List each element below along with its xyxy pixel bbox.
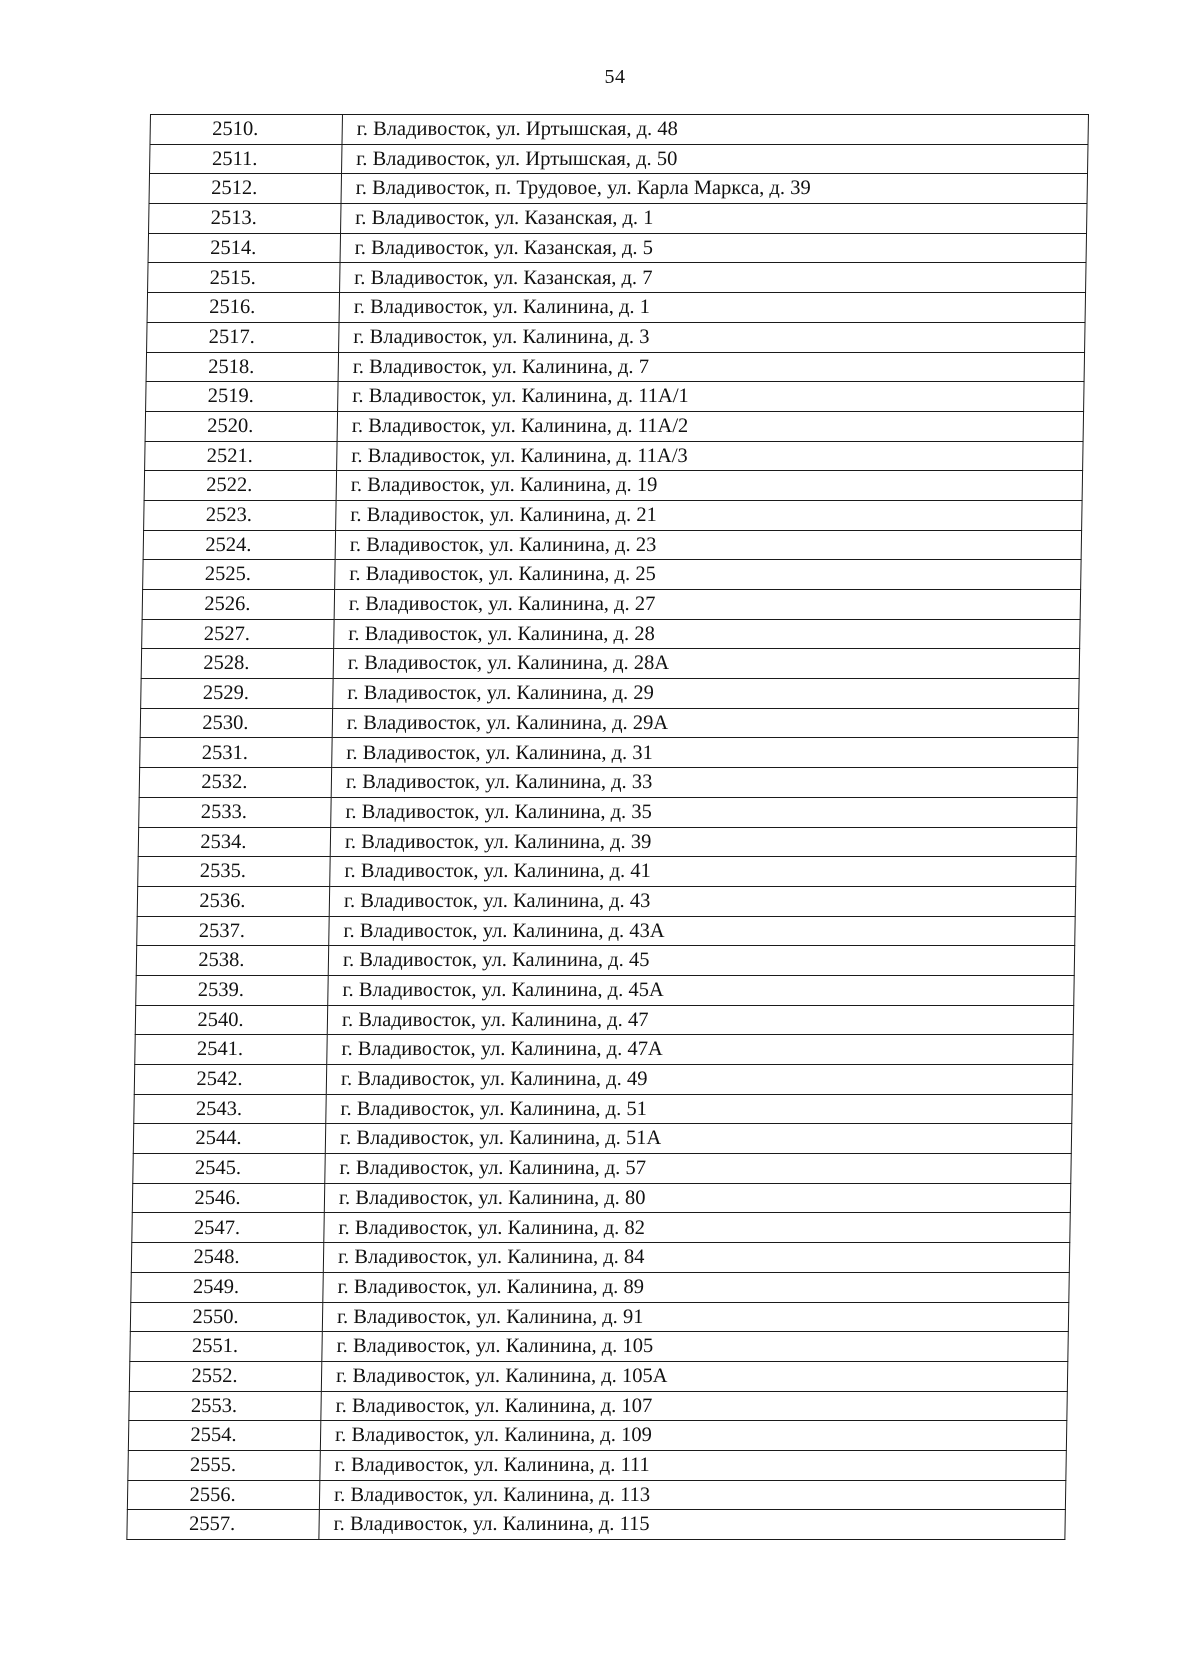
row-number-cell: 2532. [139,768,331,798]
address-cell: г. Владивосток, ул. Иртышская, д. 48 [342,115,1088,145]
row-number-cell: 2512. [149,174,341,204]
row-number-cell: 2553. [129,1391,321,1421]
row-number-cell: 2546. [132,1183,324,1213]
address-cell: г. Владивосток, ул. Калинина, д. 115 [319,1510,1065,1540]
table-row [141,679,1079,709]
address-cell: г. Владивосток, ул. Калинина, д. 35 [331,797,1077,827]
row-number-cell: 2541. [135,1035,327,1065]
address-cell: г. Владивосток, ул. Калинина, д. 109 [320,1421,1066,1451]
address-cell: г. Владивосток, ул. Калинина, д. 39 [330,827,1076,857]
address-cell: г. Владивосток, ул. Калинина, д. 84 [323,1243,1069,1273]
address-cell: г. Владивосток, ул. Калинина, д. 11А/1 [338,382,1084,412]
table-row [134,1065,1072,1095]
row-number-cell: 2552. [129,1361,321,1391]
table-row [142,590,1080,620]
address-cell: г. Владивосток, ул. Калинина, д. 107 [321,1391,1067,1421]
table-row [139,797,1077,827]
table-row [144,500,1082,530]
table-row [139,768,1077,798]
table-row [148,233,1086,263]
row-number-cell: 2517. [147,322,339,352]
table-row [137,886,1075,916]
table-row [142,619,1080,649]
address-cell: г. Владивосток, ул. Калинина, д. 89 [323,1272,1069,1302]
address-cell: г. Владивосток, ул. Калинина, д. 23 [335,530,1081,560]
row-number-cell: 2525. [143,560,335,590]
table-row [133,1124,1071,1154]
table-row [144,471,1082,501]
table-row [130,1332,1068,1362]
table-row [128,1421,1066,1451]
address-cell: г. Владивосток, ул. Калинина, д. 28 [334,619,1080,649]
address-cell: г. Владивосток, ул. Калинина, д. 105А [321,1361,1067,1391]
address-cell: г. Владивосток, ул. Калинина, д. 31 [332,738,1078,768]
row-number-cell: 2516. [147,293,339,323]
address-cell: г. Владивосток, ул. Калинина, д. 33 [331,768,1077,798]
table-row [131,1272,1069,1302]
row-number-cell: 2550. [130,1302,322,1332]
table-row [145,411,1083,441]
row-number-cell: 2526. [142,590,334,620]
address-cell: г. Владивосток, ул. Калинина, д. 27 [334,590,1080,620]
address-cell: г. Владивосток, ул. Калинина, д. 7 [338,352,1084,382]
row-number-cell: 2554. [128,1421,320,1451]
table-row [150,115,1088,145]
table-row [145,441,1083,471]
table-row [129,1391,1067,1421]
row-number-cell: 2539. [136,975,328,1005]
address-cell: г. Владивосток, ул. Калинина, д. 19 [336,471,1082,501]
row-number-cell: 2551. [130,1332,322,1362]
row-number-cell: 2535. [138,857,330,887]
row-number-cell: 2537. [137,916,329,946]
table-row [132,1213,1070,1243]
address-cell: г. Владивосток, ул. Калинина, д. 51А [325,1124,1071,1154]
table-row [127,1480,1065,1510]
address-cell: г. Владивосток, ул. Калинина, д. 29А [332,708,1078,738]
address-cell: г. Владивосток, ул. Калинина, д. 1 [339,293,1085,323]
row-number-cell: 2542. [134,1065,326,1095]
address-cell: г. Владивосток, ул. Казанская, д. 1 [341,204,1087,234]
table-row [149,174,1087,204]
row-number-cell: 2547. [132,1213,324,1243]
row-number-cell: 2555. [128,1450,320,1480]
table-row [148,263,1086,293]
row-number-cell: 2524. [143,530,335,560]
address-cell: г. Владивосток, ул. Калинина, д. 47 [327,1005,1073,1035]
row-number-cell: 2523. [144,500,336,530]
table-row [137,916,1075,946]
address-cell: г. Владивосток, ул. Калинина, д. 29 [333,679,1079,709]
address-table [126,114,1089,1540]
address-cell: г. Владивосток, ул. Калинина, д. 49 [326,1065,1072,1095]
table-row [143,560,1081,590]
table-row [136,975,1074,1005]
address-cell: г. Владивосток, ул. Калинина, д. 3 [339,322,1085,352]
table-row [149,204,1087,234]
address-cell: г. Владивосток, ул. Калинина, д. 47А [327,1035,1073,1065]
address-cell: г. Владивосток, ул. Казанская, д. 5 [340,233,1086,263]
row-number-cell: 2556. [127,1480,319,1510]
address-cell: г. Владивосток, ул. Калинина, д. 82 [324,1213,1070,1243]
address-cell: г. Владивосток, ул. Казанская, д. 7 [340,263,1086,293]
row-number-cell: 2519. [146,382,338,412]
table-row [135,1005,1073,1035]
table-row [138,857,1076,887]
address-cell: г. Владивосток, ул. Калинина, д. 45 [328,946,1074,976]
row-number-cell: 2521. [145,441,337,471]
table-row [147,322,1085,352]
address-cell: г. Владивосток, ул. Калинина, д. 113 [319,1480,1065,1510]
row-number-cell: 2520. [145,411,337,441]
row-number-cell: 2514. [148,233,340,263]
address-cell: г. Владивосток, ул. Калинина, д. 11А/2 [337,411,1083,441]
row-number-cell: 2531. [140,738,332,768]
table-row [135,1035,1073,1065]
table-row [147,293,1085,323]
table-row [136,946,1074,976]
row-number-cell: 2510. [150,115,342,145]
table-row [140,708,1078,738]
row-number-cell: 2527. [142,619,334,649]
table-row [140,738,1078,768]
row-number-cell: 2545. [133,1154,325,1184]
row-number-cell: 2540. [135,1005,327,1035]
address-cell: г. Владивосток, ул. Калинина, д. 45А [328,975,1074,1005]
table-row [134,1094,1072,1124]
row-number-cell: 2543. [134,1094,326,1124]
address-table-container [126,114,1088,1540]
row-number-cell: 2534. [138,827,330,857]
table-row [130,1302,1068,1332]
row-number-cell: 2513. [149,204,341,234]
table-row [150,144,1088,174]
row-number-cell: 2528. [141,649,333,679]
address-cell: г. Владивосток, ул. Иртышская, д. 50 [342,144,1088,174]
address-cell: г. Владивосток, ул. Калинина, д. 11А/3 [337,441,1083,471]
row-number-cell: 2522. [144,471,336,501]
row-number-cell: 2544. [133,1124,325,1154]
table-row [143,530,1081,560]
address-cell: г. Владивосток, ул. Калинина, д. 80 [324,1183,1070,1213]
address-cell: г. Владивосток, ул. Калинина, д. 21 [336,500,1082,530]
address-cell: г. Владивосток, ул. Калинина, д. 51 [326,1094,1072,1124]
table-row [146,352,1084,382]
table-row [133,1154,1071,1184]
table-row [132,1183,1070,1213]
row-number-cell: 2515. [148,263,340,293]
address-cell: г. Владивосток, ул. Калинина, д. 91 [322,1302,1068,1332]
address-cell: г. Владивосток, ул. Калинина, д. 43А [329,916,1075,946]
row-number-cell: 2538. [136,946,328,976]
address-cell: г. Владивосток, ул. Калинина, д. 57 [325,1154,1071,1184]
row-number-cell: 2549. [131,1272,323,1302]
address-cell: г. Владивосток, п. Трудовое, ул. Карла Маркса, д. 39 [341,174,1087,204]
table-row [128,1450,1066,1480]
address-table-body [127,115,1089,1540]
row-number-cell: 2536. [137,886,329,916]
address-cell: г. Владивосток, ул. Калинина, д. 111 [320,1450,1066,1480]
address-cell: г. Владивосток, ул. Калинина, д. 28А [333,649,1079,679]
table-row [129,1361,1067,1391]
row-number-cell: 2518. [146,352,338,382]
table-row [138,827,1076,857]
row-number-cell: 2529. [141,679,333,709]
row-number-cell: 2511. [150,144,342,174]
table-row [127,1510,1065,1540]
table-row [146,382,1084,412]
page-number: 54 [604,66,626,88]
address-cell: г. Владивосток, ул. Калинина, д. 25 [335,560,1081,590]
address-cell: г. Владивосток, ул. Калинина, д. 41 [330,857,1076,887]
row-number-cell: 2548. [131,1243,323,1273]
row-number-cell: 2530. [140,708,332,738]
row-number-cell: 2533. [139,797,331,827]
table-row [141,649,1079,679]
address-cell: г. Владивосток, ул. Калинина, д. 105 [322,1332,1068,1362]
address-cell: г. Владивосток, ул. Калинина, д. 43 [329,886,1075,916]
table-row [131,1243,1069,1273]
row-number-cell: 2557. [127,1510,319,1540]
